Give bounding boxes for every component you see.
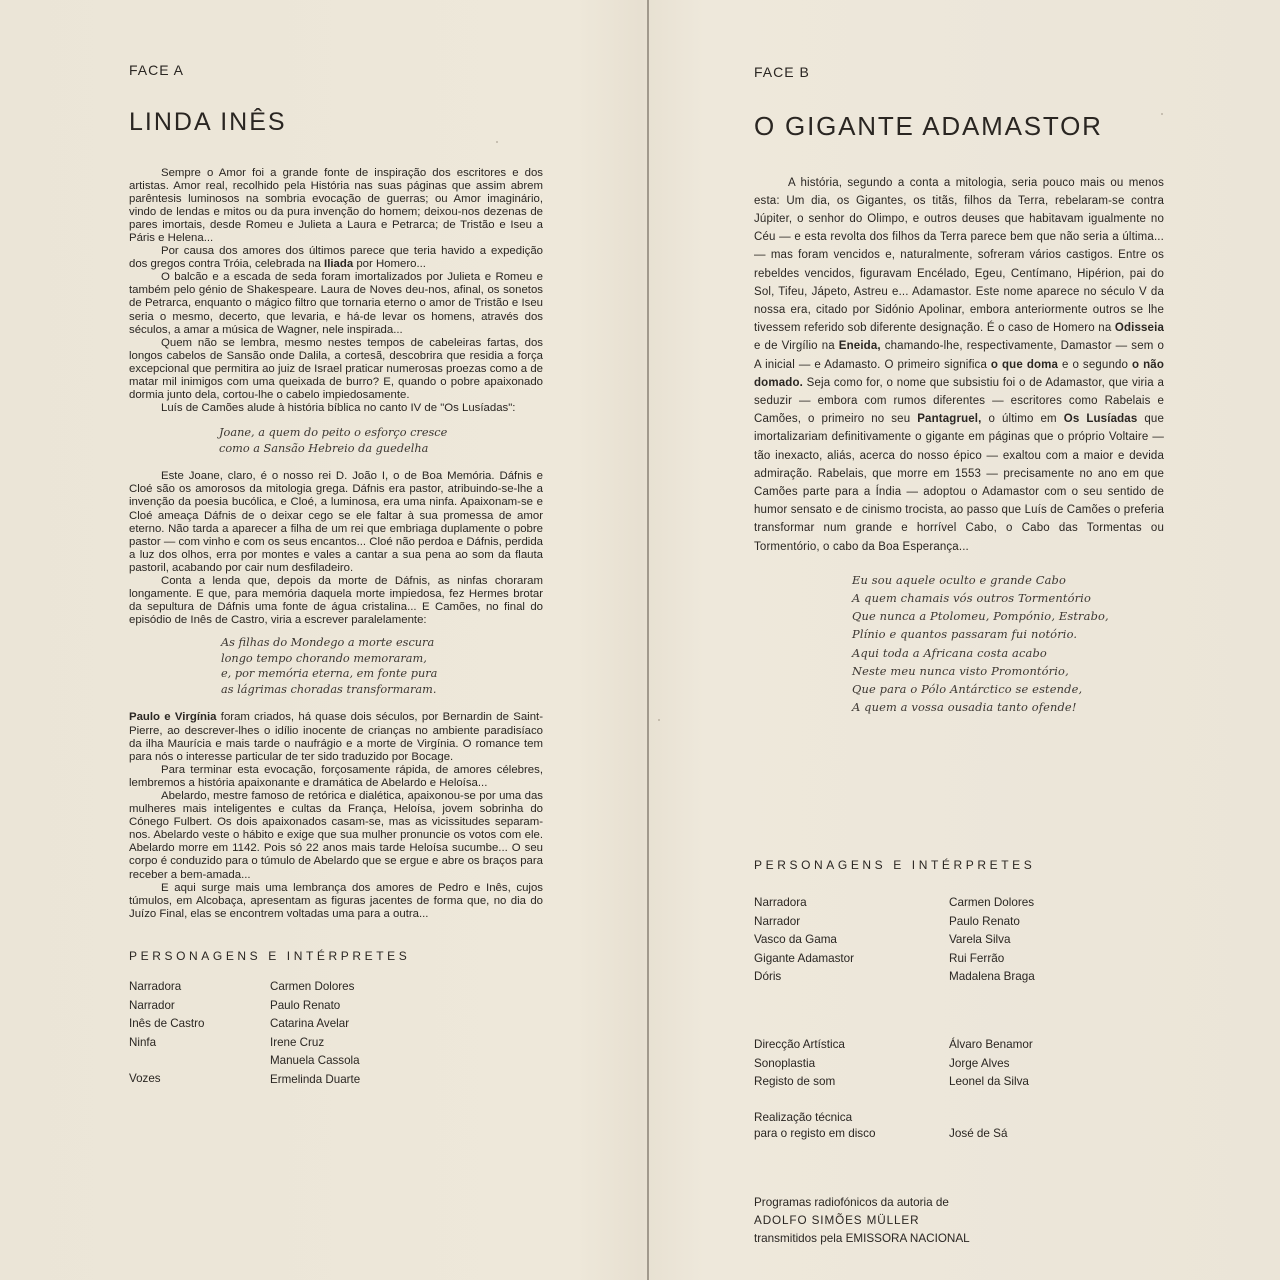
face-a-title: LINDA INÊS [129, 108, 287, 136]
footer-credits [754, 1194, 970, 1248]
crew-role: Registo de som [754, 1075, 836, 1088]
verse-adamastor [852, 571, 1164, 717]
cast-role: Inês de Castro [129, 1017, 205, 1031]
face-b-column [754, 64, 1164, 716]
verse-line: Neste meu nunca visto Promontório, [852, 663, 1069, 678]
cast-role: Narrador [754, 914, 801, 928]
footer-line: Programas radiofónicos da autoria de [754, 1196, 949, 1209]
verse-line: A quem a vossa ousadia tanto ofende! [852, 700, 1077, 715]
cast-role: Narradora [754, 896, 807, 909]
crew-name: Álvaro Benamor [949, 1038, 1033, 1051]
cast-actor: Irene Cruz [270, 1035, 325, 1049]
verse-mondego [221, 635, 543, 697]
speck [658, 719, 660, 721]
footer-line: transmitidos pela EMISSORA NACIONAL [754, 1232, 970, 1245]
paragraph: Este Joane, claro, é o nosso rei D. João I, o de Boa Memória. Dáfnis e Cloé são os amorosos da mitologia grega. Dáfnis era pastor, atribuindo-se-lhe a invenção da poesia bucólica, e Cloé, a luminosa, era uma ninfa. Apaixonam-se e Cloé ameaça Dáfnis de o deixar cego se ele faltar à sua promessa de amor eterno. Não tarda a aparecer a filha de um rei que embriaga duplamente o pobre pastor — com vinho e com os seus encantos... Cloé não perdoa e Dáfnis, perdida a luz dos olhos, erra por montes e vales a cantar a sua pena ao som da flauta pastoril, acabando por cair num desfiladeiro. [129, 470, 543, 574]
crew-role: Direcção Artística [754, 1038, 845, 1051]
paragraph: Para terminar esta evocação, forçosamente rápida, de amores célebres, lembremos a história apaixonante e dramática de Abelardo e Heloísa... [129, 763, 543, 789]
text-run: Seja como for, o nome que subsistiu foi o de Adamastor, que viria a seduzir — embora com rumos diferentes — escritores como Rabelais e Camões, o primeiro no seu [754, 376, 1164, 426]
face-a-text [129, 167, 543, 921]
paragraph: Abelardo, mestre famoso de retórica e dialética, apaixonou-se por uma das mulheres mais inteligentes e cultas da França, Heloísa, jovem sobrinha do Cónego Fulbert. Os dois apaixonados casam-se, mas as vicissitudes separam-nos. Abelardo veste o hábito e exige que sua mulher pronuncie os votos com ele. Abelardo morre em 1142. Pois só 22 anos mais tarde Heloísa sucumbe... O seu corpo é conduzido para o túmulo de Abelardo que se ergue e abre os braços para receber a bem-amada... [129, 789, 543, 881]
face-a-cast-heading: PERSONAGENS E INTÉRPRETES [129, 948, 411, 963]
verse-joane [219, 425, 543, 456]
text-run: e o segundo [1058, 358, 1133, 371]
face-b-title: O GIGANTE ADAMASTOR [754, 111, 1103, 141]
face-b-text [754, 174, 1164, 717]
cast-roles [129, 978, 270, 1090]
cast-role: Gigante Adamastor [754, 951, 855, 965]
face-a-label: FACE A [129, 62, 185, 78]
cast-actor: Madalena Braga [949, 970, 1035, 983]
cast-actor: Paulo Renato [949, 914, 1020, 928]
verse-line: Plínio e quantos passaram fui notório. [852, 627, 1078, 642]
crew-names [949, 1036, 1033, 1092]
text-run: chamando-lhe, respectivamente, Damastor — sem o A inicial — e Adamasto. O primeiro significa [754, 340, 1164, 371]
tech-role-line: Realização técnica [754, 1111, 853, 1124]
verse-line: longo tempo chorando memoraram, [221, 651, 427, 665]
bold-odisseia: Odisseia [1114, 322, 1164, 335]
cast-role: Narrador [129, 998, 175, 1012]
bold-iliada: Iliada [324, 258, 354, 271]
text-run: por Homero... [353, 258, 426, 271]
cast-role: Dóris [754, 970, 782, 983]
verse-line: como a Sansão Hebreio da guedelha [219, 441, 429, 455]
tech-role [754, 1110, 949, 1142]
paragraph: Conta a lenda que, depois da morte de Dáfnis, as ninfas choraram longamente. E que, para memória daquela morte impiedosa, fez Hermes brotar da sepultura de Dáfnis uma fonte de água cristalina... E Camões, no final do episódio de Inês de Castro, viria a escrever paralelamente: [129, 575, 543, 627]
paragraph: Quem não se lembra, mesmo nestes tempos de cabeleiras fartas, dos longos cabelos de Sansão onde Dalila, a cortesã, descobrira que residia a força excepcional que permitira ao juiz de Israel praticar numerosas proezas como a de matar mil inimigos com uma queixada de burro? E, quando o pobre apaixonado dormia junto dela, cortou-lhe o cabelo impiedosamente. [129, 336, 543, 402]
cast-role: Vozes [129, 1072, 161, 1086]
cast-actor: Varela Silva [949, 933, 1011, 946]
verse-line: Que nunca a Ptolomeu, Pompónio, Estrabo, [852, 609, 1109, 624]
bold-os-lusiadas: Os Lusíadas [1063, 413, 1138, 426]
bold-o-que-doma: o que doma [990, 358, 1059, 371]
cast-actor: Paulo Renato [270, 998, 341, 1012]
footer-author: ADOLFO SIMÕES MÜLLER [754, 1214, 920, 1227]
paragraph: O balcão e a escada de seda foram imortalizados por Julieta e Romeu e também pelo génio de Shakespeare. Laura de Noves deu-nos, afinal, os sonetos de Petrarca, enquanto o mágico filtro que tornaria eterno o amor de Tristão e Iseu seria o mesmo, decerto, que levaria, e há-de levar os homens, através dos séculos, a amar a música de Wagner, nele inspirada... [129, 271, 543, 336]
face-b-cast-heading: PERSONAGENS E INTÉRPRETES [754, 858, 1036, 872]
paragraph [129, 245, 543, 271]
tech-name: José de Sá [949, 1127, 1008, 1140]
text-run: o último em [981, 413, 1064, 426]
cast-role: Narradora [129, 979, 182, 993]
face-a-column [129, 62, 543, 1089]
paragraph: Luís de Camões alude à história bíblica no canto IV de "Os Lusíadas": [161, 402, 516, 415]
verse-line: A quem chamais vós outros Tormentório [852, 591, 1091, 606]
text-run: e de Virgílio na [754, 340, 839, 353]
verse-line: As filhas do Mondego a morte escura [221, 636, 435, 650]
cast-actor: Ermelinda Duarte [270, 1072, 361, 1086]
cast-role: Vasco da Gama [754, 933, 837, 946]
center-fold-line [647, 0, 649, 1280]
cast-actor: Rui Ferrão [949, 951, 1005, 965]
face-b-technical-credit [754, 1110, 1007, 1142]
paragraph [754, 174, 1164, 556]
cast-actor: Carmen Dolores [270, 979, 355, 993]
cast-actors [270, 978, 360, 1090]
face-b-label: FACE B [754, 64, 810, 80]
text-run: A história, segundo a conta a mitologia, seria pouco mais ou menos esta: Um dia, os Gigantes, os titãs, filhos da Terra, rebelaram-se contra Júpiter, o senhor do Olimpo, e outros deuses que habitavam igualmente no Céu — e esta revolta dos filhos da Terra parece bem que não seria a última... — mas foram vencidos e, naturalmente, sofreram vários castigos. Entre os rebeldes vencidos, figuravam Encélado, Egeu, Centímano, Hipérion, pai do Sol, Tifeu, Jápeto, Astreu e... Adamastor. Este nome aparece no século V da nossa era, citado por Sidónio Apolinar, embora anteriormente outros se lhe tivessem referido sob diferente designação. É o caso de Homero na [754, 176, 1164, 335]
cast-role: Ninfa [129, 1035, 157, 1049]
paragraph [129, 711, 543, 763]
face-b-cast-list [754, 894, 1035, 987]
verse-line: e, por memória eterna, em fonte pura [221, 667, 438, 681]
cast-actor: Carmen Dolores [949, 896, 1035, 909]
paragraph: E aqui surge mais uma lembrança dos amores de Pedro e Inês, cujos túmulos, em Alcobaça, apresentam as figuras jacentes de forma que, no dia do Juízo Final, elas se encontrem voltadas uma para a outra... [129, 881, 543, 920]
verse-line: as lágrimas choradas transformaram. [221, 682, 437, 696]
bold-o-nao-domado: o não domado. [754, 358, 1164, 389]
verse-line: Aqui toda a Africana costa acabo [852, 645, 1047, 660]
text-run: que imortalizariam definitivamente o gigante em páginas que o próprio Voltaire — tão inexacto, aliás, acerca do nosso épico — exaltou com a maior e devida admiração. Rabelais, que morre em 1553 — precisamente no ano em que Camões parte para a Índia — adoptou o Adamastor com o seu sentido de humor sensato e de cinismo trocista, ao passo que Luís de Camões o preferia transformar num grande e horrível Cabo, o Cabo das Tormentas ou Tormentório, o cabo da Boa Esperança... [754, 413, 1164, 553]
bold-paulo-virginia: Paulo e Virgínia [129, 711, 217, 724]
face-b-crew-list [754, 1036, 1033, 1092]
face-a-cast-list [129, 978, 543, 1090]
crew-roles [754, 1036, 949, 1092]
cast-actor: Catarina Avelar [270, 1017, 350, 1031]
bold-eneida: Eneida, [838, 340, 881, 353]
text-run: Por causa dos amores dos últimos parece que teria havido a expedição dos gregos contra Tróia, celebrada na [129, 245, 543, 271]
verse-line: Joane, a quem do peito o esforço cresce [219, 426, 448, 440]
verse-line: Eu sou aquele oculto e grande Cabo [852, 572, 1067, 587]
verse-line: Que para o Pólo Antárctico se estende, [852, 682, 1083, 697]
bold-pantagruel: Pantagruel, [917, 413, 982, 426]
crew-role: Sonoplastia [754, 1056, 816, 1070]
cast-roles [754, 894, 949, 987]
crew-name: Leonel da Silva [949, 1075, 1029, 1088]
crew-name: Jorge Alves [949, 1056, 1010, 1070]
tech-role-line: para o registo em disco [754, 1127, 876, 1140]
paragraph: Sempre o Amor foi a grande fonte de inspiração dos escritores e dos artistas. Amor real, recolhido pela História nas suas páginas que assim abrem parêntesis luminosos na sombria evocação de guerras; ou Amor imaginário, vindo de lendas e mitos ou da pura invenção do homem; deixou-nos dezenas de pares imortais, desde Romeu e Julieta a Laura e Petrarca; de Tristão e Iseu a Páris e Helena... [129, 166, 543, 244]
text-run: foram criados, há quase dois séculos, por Bernardin de Saint-Pierre, ao descrever-lhes o idílio inocente de crianças no ambiente paradisíaco da ilha Maurícia e mais tarde o naufrágio e a morte de Virgínia. O romance tem para nós o interesse particular de ter sido traduzido por Bocage. [129, 711, 544, 763]
cast-actors [949, 894, 1035, 987]
cast-actor: Manuela Cassola [270, 1054, 360, 1068]
